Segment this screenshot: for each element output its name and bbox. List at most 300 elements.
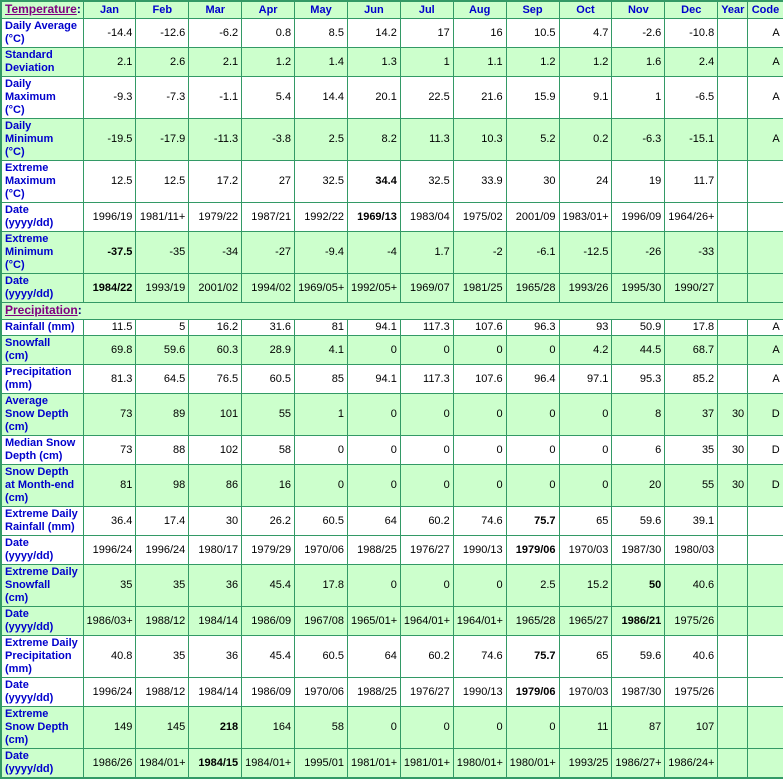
cell-date-extreme-maximum-feb: 1981/11+ bbox=[136, 203, 189, 232]
cell-median-snow-depth-code: D bbox=[748, 436, 783, 465]
table-row-date-extreme-minimum bbox=[1, 274, 783, 303]
cell-daily-maximum-may: 14.4 bbox=[295, 77, 348, 119]
cell-daily-maximum-dec: -6.5 bbox=[665, 77, 718, 119]
cell-precipitation-dec: 85.2 bbox=[665, 365, 718, 394]
cell-daily-minimum-dec: -15.1 bbox=[665, 119, 718, 161]
cell-date-extreme-daily-snowfall-dec: 1975/26 bbox=[665, 607, 718, 636]
cell-precipitation-aug: 107.6 bbox=[453, 365, 506, 394]
cell-extreme-daily-rainfall-may: 60.5 bbox=[295, 507, 348, 536]
cell-daily-maximum-year bbox=[718, 77, 748, 119]
row-label-snowfall bbox=[1, 336, 83, 365]
cell-daily-minimum-year bbox=[718, 119, 748, 161]
cell-date-extreme-snow-depth-jul: 1981/01+ bbox=[400, 749, 453, 779]
cell-extreme-snow-depth-year bbox=[718, 707, 748, 749]
cell-average-snow-depth-apr: 55 bbox=[242, 394, 295, 436]
row-label-date-extreme-daily-rainfall bbox=[1, 536, 83, 565]
table-row-date-extreme-daily-precipitation bbox=[1, 678, 783, 707]
row-label-extreme-daily-snowfall bbox=[1, 565, 83, 607]
cell-rainfall-year bbox=[718, 320, 748, 336]
month-header-jun: Jun bbox=[347, 1, 400, 19]
cell-average-snow-depth-nov: 8 bbox=[612, 394, 665, 436]
cell-date-extreme-daily-precipitation-code bbox=[748, 678, 783, 707]
cell-extreme-daily-rainfall-dec: 39.1 bbox=[665, 507, 718, 536]
cell-extreme-snow-depth-nov: 87 bbox=[612, 707, 665, 749]
cell-extreme-daily-rainfall-mar: 30 bbox=[189, 507, 242, 536]
cell-extreme-daily-precipitation-jun: 64 bbox=[347, 636, 400, 678]
table-row-daily-minimum bbox=[1, 119, 783, 161]
table-row-rainfall bbox=[1, 320, 783, 336]
cell-rainfall-oct: 93 bbox=[559, 320, 612, 336]
cell-average-snow-depth-feb: 89 bbox=[136, 394, 189, 436]
cell-date-extreme-snow-depth-jun: 1981/01+ bbox=[347, 749, 400, 779]
cell-average-snow-depth-jun: 0 bbox=[347, 394, 400, 436]
row-label-extreme-snow-depth bbox=[1, 707, 83, 749]
cell-average-snow-depth-code: D bbox=[748, 394, 783, 436]
table-row-precipitation-section bbox=[1, 303, 783, 320]
table-row-date-extreme-snow-depth bbox=[1, 749, 783, 779]
cell-date-extreme-daily-rainfall-year bbox=[718, 536, 748, 565]
row-label-line: (yyyy/dd) bbox=[5, 763, 54, 775]
cell-date-extreme-daily-snowfall-mar: 1984/14 bbox=[189, 607, 242, 636]
cell-precipitation-nov: 95.3 bbox=[612, 365, 665, 394]
cell-date-extreme-snow-depth-feb: 1984/01+ bbox=[136, 749, 189, 779]
cell-date-extreme-daily-snowfall-jun: 1965/01+ bbox=[347, 607, 400, 636]
cell-daily-minimum-feb: -17.9 bbox=[136, 119, 189, 161]
cell-average-snow-depth-jan: 73 bbox=[83, 394, 136, 436]
cell-daily-minimum-may: 2.5 bbox=[295, 119, 348, 161]
precipitation-link[interactable]: Precipitation bbox=[5, 303, 78, 317]
cell-daily-maximum-mar: -1.1 bbox=[189, 77, 242, 119]
cell-extreme-daily-snowfall-year bbox=[718, 565, 748, 607]
row-label-line: (°C) bbox=[5, 188, 25, 200]
cell-extreme-snow-depth-feb: 145 bbox=[136, 707, 189, 749]
cell-rainfall-mar: 16.2 bbox=[189, 320, 242, 336]
cell-extreme-maximum-may: 32.5 bbox=[295, 161, 348, 203]
cell-extreme-maximum-code bbox=[748, 161, 783, 203]
cell-snowfall-jun: 0 bbox=[347, 336, 400, 365]
cell-standard-deviation-mar: 2.1 bbox=[189, 48, 242, 77]
cell-standard-deviation-aug: 1.1 bbox=[453, 48, 506, 77]
cell-standard-deviation-nov: 1.6 bbox=[612, 48, 665, 77]
cell-extreme-daily-precipitation-apr: 45.4 bbox=[242, 636, 295, 678]
row-label-daily-minimum bbox=[1, 119, 83, 161]
cell-date-extreme-minimum-dec: 1990/27 bbox=[665, 274, 718, 303]
cell-date-extreme-maximum-mar: 1979/22 bbox=[189, 203, 242, 232]
row-label-date-extreme-daily-precipitation bbox=[1, 678, 83, 707]
cell-precipitation-sep: 96.4 bbox=[506, 365, 559, 394]
cell-standard-deviation-sep: 1.2 bbox=[506, 48, 559, 77]
cell-average-snow-depth-mar: 101 bbox=[189, 394, 242, 436]
cell-date-extreme-minimum-feb: 1993/19 bbox=[136, 274, 189, 303]
cell-average-snow-depth-aug: 0 bbox=[453, 394, 506, 436]
row-label-rainfall bbox=[1, 320, 83, 336]
cell-extreme-daily-rainfall-nov: 59.6 bbox=[612, 507, 665, 536]
cell-date-extreme-snow-depth-apr: 1984/01+ bbox=[242, 749, 295, 779]
cell-date-extreme-maximum-year bbox=[718, 203, 748, 232]
cell-daily-average-apr: 0.8 bbox=[242, 19, 295, 48]
cell-date-extreme-daily-precipitation-jul: 1976/27 bbox=[400, 678, 453, 707]
cell-date-extreme-daily-rainfall-dec: 1980/03 bbox=[665, 536, 718, 565]
cell-extreme-minimum-feb: -35 bbox=[136, 232, 189, 274]
cell-precipitation-may: 85 bbox=[295, 365, 348, 394]
row-label-line: Extreme Daily bbox=[5, 508, 78, 520]
cell-date-extreme-minimum-aug: 1981/25 bbox=[453, 274, 506, 303]
cell-daily-average-year bbox=[718, 19, 748, 48]
cell-date-extreme-daily-snowfall-sep: 1965/28 bbox=[506, 607, 559, 636]
row-label-line: (°C) bbox=[5, 146, 25, 158]
row-label-line: (yyyy/dd) bbox=[5, 550, 54, 562]
cell-date-extreme-daily-precipitation-year bbox=[718, 678, 748, 707]
cell-extreme-maximum-mar: 17.2 bbox=[189, 161, 242, 203]
cell-rainfall-aug: 107.6 bbox=[453, 320, 506, 336]
cell-extreme-maximum-oct: 24 bbox=[559, 161, 612, 203]
cell-extreme-minimum-sep: -6.1 bbox=[506, 232, 559, 274]
cell-daily-maximum-nov: 1 bbox=[612, 77, 665, 119]
table-row-extreme-maximum bbox=[1, 161, 783, 203]
cell-median-snow-depth-feb: 88 bbox=[136, 436, 189, 465]
row-label-line: (cm) bbox=[5, 421, 29, 433]
cell-daily-average-sep: 10.5 bbox=[506, 19, 559, 48]
cell-median-snow-depth-jun: 0 bbox=[347, 436, 400, 465]
cell-daily-minimum-apr: -3.8 bbox=[242, 119, 295, 161]
cell-date-extreme-maximum-apr: 1987/21 bbox=[242, 203, 295, 232]
row-label-line: Precipitation bbox=[5, 650, 72, 662]
row-label-standard-deviation bbox=[1, 48, 83, 77]
cell-date-extreme-daily-precipitation-may: 1970/06 bbox=[295, 678, 348, 707]
cell-snow-depth-month-end-jun: 0 bbox=[347, 465, 400, 507]
cell-extreme-minimum-year bbox=[718, 232, 748, 274]
cell-extreme-minimum-apr: -27 bbox=[242, 232, 295, 274]
cell-snowfall-nov: 44.5 bbox=[612, 336, 665, 365]
cell-rainfall-jul: 117.3 bbox=[400, 320, 453, 336]
cell-daily-average-feb: -12.6 bbox=[136, 19, 189, 48]
cell-extreme-snow-depth-mar: 218 bbox=[189, 707, 242, 749]
cell-date-extreme-daily-snowfall-code bbox=[748, 607, 783, 636]
cell-extreme-maximum-apr: 27 bbox=[242, 161, 295, 203]
row-label-extreme-maximum bbox=[1, 161, 83, 203]
cell-date-extreme-snow-depth-code bbox=[748, 749, 783, 779]
cell-date-extreme-minimum-oct: 1993/26 bbox=[559, 274, 612, 303]
cell-extreme-daily-precipitation-aug: 74.6 bbox=[453, 636, 506, 678]
cell-median-snow-depth-nov: 6 bbox=[612, 436, 665, 465]
cell-extreme-snow-depth-code bbox=[748, 707, 783, 749]
cell-snowfall-mar: 60.3 bbox=[189, 336, 242, 365]
cell-date-extreme-snow-depth-may: 1995/01 bbox=[295, 749, 348, 779]
cell-standard-deviation-year bbox=[718, 48, 748, 77]
cell-date-extreme-minimum-mar: 2001/02 bbox=[189, 274, 242, 303]
cell-date-extreme-daily-rainfall-feb: 1996/24 bbox=[136, 536, 189, 565]
row-label-line: Snow Depth bbox=[5, 466, 69, 478]
row-label-line: at Month-end bbox=[5, 479, 75, 491]
cell-extreme-daily-snowfall-jan: 35 bbox=[83, 565, 136, 607]
cell-standard-deviation-may: 1.4 bbox=[295, 48, 348, 77]
cell-rainfall-jan: 11.5 bbox=[83, 320, 136, 336]
cell-standard-deviation-apr: 1.2 bbox=[242, 48, 295, 77]
table-row-extreme-daily-precipitation bbox=[1, 636, 783, 678]
cell-extreme-daily-precipitation-nov: 59.6 bbox=[612, 636, 665, 678]
cell-rainfall-code: A bbox=[748, 320, 783, 336]
cell-rainfall-jun: 94.1 bbox=[347, 320, 400, 336]
cell-date-extreme-daily-precipitation-aug: 1990/13 bbox=[453, 678, 506, 707]
cell-date-extreme-maximum-dec: 1964/26+ bbox=[665, 203, 718, 232]
cell-date-extreme-snow-depth-jan: 1986/26 bbox=[83, 749, 136, 779]
cell-date-extreme-minimum-sep: 1965/28 bbox=[506, 274, 559, 303]
cell-date-extreme-snow-depth-aug: 1980/01+ bbox=[453, 749, 506, 779]
cell-date-extreme-snow-depth-nov: 1986/27+ bbox=[612, 749, 665, 779]
cell-date-extreme-daily-rainfall-jan: 1996/24 bbox=[83, 536, 136, 565]
cell-snow-depth-month-end-apr: 16 bbox=[242, 465, 295, 507]
table-row-average-snow-depth bbox=[1, 394, 783, 436]
cell-snow-depth-month-end-feb: 98 bbox=[136, 465, 189, 507]
cell-extreme-snow-depth-apr: 164 bbox=[242, 707, 295, 749]
cell-snowfall-code: A bbox=[748, 336, 783, 365]
cell-precipitation-code: A bbox=[748, 365, 783, 394]
cell-standard-deviation-jun: 1.3 bbox=[347, 48, 400, 77]
cell-daily-maximum-feb: -7.3 bbox=[136, 77, 189, 119]
cell-daily-average-jan: -14.4 bbox=[83, 19, 136, 48]
cell-snowfall-aug: 0 bbox=[453, 336, 506, 365]
cell-date-extreme-maximum-code bbox=[748, 203, 783, 232]
cell-standard-deviation-dec: 2.4 bbox=[665, 48, 718, 77]
row-label-line: Minimum bbox=[5, 133, 54, 145]
cell-date-extreme-snow-depth-oct: 1993/25 bbox=[559, 749, 612, 779]
cell-date-extreme-minimum-year bbox=[718, 274, 748, 303]
cell-date-extreme-minimum-nov: 1995/30 bbox=[612, 274, 665, 303]
cell-average-snow-depth-may: 1 bbox=[295, 394, 348, 436]
cell-extreme-maximum-jul: 32.5 bbox=[400, 161, 453, 203]
row-label-line: Snow Depth bbox=[5, 408, 69, 420]
cell-rainfall-may: 81 bbox=[295, 320, 348, 336]
cell-median-snow-depth-mar: 102 bbox=[189, 436, 242, 465]
row-label-date-extreme-daily-snowfall bbox=[1, 607, 83, 636]
cell-extreme-daily-precipitation-jul: 60.2 bbox=[400, 636, 453, 678]
cell-date-extreme-maximum-may: 1992/22 bbox=[295, 203, 348, 232]
cell-date-extreme-daily-precipitation-jun: 1988/25 bbox=[347, 678, 400, 707]
row-label-line: Deviation bbox=[5, 62, 55, 74]
cell-extreme-daily-snowfall-apr: 45.4 bbox=[242, 565, 295, 607]
cell-daily-minimum-mar: -11.3 bbox=[189, 119, 242, 161]
cell-date-extreme-daily-rainfall-jul: 1976/27 bbox=[400, 536, 453, 565]
table-row-median-snow-depth bbox=[1, 436, 783, 465]
cell-date-extreme-daily-precipitation-mar: 1984/14 bbox=[189, 678, 242, 707]
month-header-sep: Sep bbox=[506, 1, 559, 19]
cell-snow-depth-month-end-sep: 0 bbox=[506, 465, 559, 507]
cell-date-extreme-daily-rainfall-nov: 1987/30 bbox=[612, 536, 665, 565]
cell-extreme-maximum-aug: 33.9 bbox=[453, 161, 506, 203]
table-row-standard-deviation bbox=[1, 48, 783, 77]
cell-extreme-daily-precipitation-may: 60.5 bbox=[295, 636, 348, 678]
cell-date-extreme-daily-snowfall-nov: 1986/21 bbox=[612, 607, 665, 636]
cell-daily-average-may: 8.5 bbox=[295, 19, 348, 48]
cell-date-extreme-daily-precipitation-oct: 1970/03 bbox=[559, 678, 612, 707]
row-label-line: (°C) bbox=[5, 104, 25, 116]
cell-date-extreme-daily-precipitation-dec: 1975/26 bbox=[665, 678, 718, 707]
cell-standard-deviation-code: A bbox=[748, 48, 783, 77]
cell-daily-average-code: A bbox=[748, 19, 783, 48]
cell-date-extreme-minimum-apr: 1994/02 bbox=[242, 274, 295, 303]
cell-date-extreme-daily-precipitation-sep: 1979/06 bbox=[506, 678, 559, 707]
month-header-may: May bbox=[295, 1, 348, 19]
cell-date-extreme-minimum-jun: 1992/05+ bbox=[347, 274, 400, 303]
cell-extreme-daily-snowfall-sep: 2.5 bbox=[506, 565, 559, 607]
cell-date-extreme-daily-precipitation-jan: 1996/24 bbox=[83, 678, 136, 707]
cell-snowfall-apr: 28.9 bbox=[242, 336, 295, 365]
cell-date-extreme-daily-snowfall-apr: 1986/09 bbox=[242, 607, 295, 636]
cell-daily-maximum-jan: -9.3 bbox=[83, 77, 136, 119]
cell-date-extreme-daily-precipitation-feb: 1988/12 bbox=[136, 678, 189, 707]
cell-median-snow-depth-oct: 0 bbox=[559, 436, 612, 465]
cell-date-extreme-daily-precipitation-nov: 1987/30 bbox=[612, 678, 665, 707]
row-label-line: Date bbox=[5, 608, 29, 620]
row-label-line: Snowfall bbox=[5, 579, 51, 591]
cell-standard-deviation-oct: 1.2 bbox=[559, 48, 612, 77]
row-label-line: Average bbox=[5, 395, 49, 407]
cell-average-snow-depth-oct: 0 bbox=[559, 394, 612, 436]
cell-extreme-maximum-nov: 19 bbox=[612, 161, 665, 203]
cell-extreme-daily-snowfall-nov: 50 bbox=[612, 565, 665, 607]
row-label-line: (°C) bbox=[5, 33, 25, 45]
cell-extreme-daily-snowfall-may: 17.8 bbox=[295, 565, 348, 607]
cell-date-extreme-daily-snowfall-aug: 1964/01+ bbox=[453, 607, 506, 636]
table-row-daily-average bbox=[1, 19, 783, 48]
month-header-feb: Feb bbox=[136, 1, 189, 19]
cell-date-extreme-daily-rainfall-jun: 1988/25 bbox=[347, 536, 400, 565]
cell-extreme-snow-depth-jun: 0 bbox=[347, 707, 400, 749]
row-label-daily-maximum bbox=[1, 77, 83, 119]
row-label-snow-depth-month-end bbox=[1, 465, 83, 507]
table-row-date-extreme-daily-rainfall bbox=[1, 536, 783, 565]
cell-extreme-snow-depth-dec: 107 bbox=[665, 707, 718, 749]
row-label-line: Standard bbox=[5, 49, 53, 61]
cell-extreme-snow-depth-aug: 0 bbox=[453, 707, 506, 749]
row-label-line: (cm) bbox=[5, 350, 29, 362]
cell-date-extreme-daily-rainfall-may: 1970/06 bbox=[295, 536, 348, 565]
precipitation-colon: : bbox=[77, 303, 82, 317]
cell-standard-deviation-feb: 2.6 bbox=[136, 48, 189, 77]
year-header: Year bbox=[718, 1, 748, 19]
row-label-line: Extreme bbox=[5, 708, 49, 720]
cell-extreme-minimum-oct: -12.5 bbox=[559, 232, 612, 274]
cell-median-snow-depth-dec: 35 bbox=[665, 436, 718, 465]
table-row-extreme-daily-snowfall bbox=[1, 565, 783, 607]
cell-snowfall-may: 4.1 bbox=[295, 336, 348, 365]
cell-daily-minimum-oct: 0.2 bbox=[559, 119, 612, 161]
cell-extreme-daily-precipitation-code bbox=[748, 636, 783, 678]
cell-date-extreme-minimum-jan: 1984/22 bbox=[83, 274, 136, 303]
cell-extreme-daily-snowfall-oct: 15.2 bbox=[559, 565, 612, 607]
cell-snow-depth-month-end-aug: 0 bbox=[453, 465, 506, 507]
cell-date-extreme-minimum-code bbox=[748, 274, 783, 303]
cell-date-extreme-daily-snowfall-oct: 1965/27 bbox=[559, 607, 612, 636]
cell-daily-average-aug: 16 bbox=[453, 19, 506, 48]
cell-date-extreme-daily-rainfall-code bbox=[748, 536, 783, 565]
row-label-line: Extreme bbox=[5, 233, 49, 245]
row-label-line: (cm) bbox=[5, 734, 29, 746]
row-label-line: Daily bbox=[5, 120, 32, 132]
table-row-date-extreme-daily-snowfall bbox=[1, 607, 783, 636]
cell-extreme-snow-depth-sep: 0 bbox=[506, 707, 559, 749]
cell-extreme-daily-precipitation-feb: 35 bbox=[136, 636, 189, 678]
cell-extreme-daily-rainfall-aug: 74.6 bbox=[453, 507, 506, 536]
cell-daily-minimum-jun: 8.2 bbox=[347, 119, 400, 161]
row-label-line: Extreme bbox=[5, 162, 49, 174]
row-label-line: (°C) bbox=[5, 259, 25, 271]
cell-extreme-snow-depth-jan: 149 bbox=[83, 707, 136, 749]
row-label-line: (cm) bbox=[5, 492, 29, 504]
cell-extreme-daily-precipitation-sep: 75.7 bbox=[506, 636, 559, 678]
cell-rainfall-sep: 96.3 bbox=[506, 320, 559, 336]
cell-standard-deviation-jan: 2.1 bbox=[83, 48, 136, 77]
cell-date-extreme-maximum-jun: 1969/13 bbox=[347, 203, 400, 232]
row-label-line: Precipitation bbox=[5, 366, 72, 378]
cell-extreme-minimum-dec: -33 bbox=[665, 232, 718, 274]
row-label-line: Maximum bbox=[5, 91, 56, 103]
temperature-link[interactable]: Temperature bbox=[5, 2, 77, 16]
month-header-aug: Aug bbox=[453, 1, 506, 19]
row-label-line: (yyyy/dd) bbox=[5, 692, 54, 704]
cell-date-extreme-daily-snowfall-jul: 1964/01+ bbox=[400, 607, 453, 636]
cell-snow-depth-month-end-dec: 55 bbox=[665, 465, 718, 507]
cell-date-extreme-minimum-jul: 1969/07 bbox=[400, 274, 453, 303]
cell-extreme-daily-rainfall-oct: 65 bbox=[559, 507, 612, 536]
cell-precipitation-oct: 97.1 bbox=[559, 365, 612, 394]
cell-precipitation-apr: 60.5 bbox=[242, 365, 295, 394]
cell-date-extreme-daily-snowfall-jan: 1986/03+ bbox=[83, 607, 136, 636]
month-header-nov: Nov bbox=[612, 1, 665, 19]
cell-extreme-minimum-aug: -2 bbox=[453, 232, 506, 274]
row-label-extreme-daily-precipitation bbox=[1, 636, 83, 678]
cell-rainfall-apr: 31.6 bbox=[242, 320, 295, 336]
row-label-precipitation bbox=[1, 365, 83, 394]
cell-snow-depth-month-end-year: 30 bbox=[718, 465, 748, 507]
row-label-date-extreme-maximum bbox=[1, 203, 83, 232]
precipitation-section-header bbox=[1, 303, 783, 320]
cell-extreme-snow-depth-may: 58 bbox=[295, 707, 348, 749]
cell-extreme-minimum-nov: -26 bbox=[612, 232, 665, 274]
table-row-precipitation bbox=[1, 365, 783, 394]
row-label-date-extreme-snow-depth bbox=[1, 749, 83, 779]
month-header-jan: Jan bbox=[83, 1, 136, 19]
cell-extreme-daily-rainfall-sep: 75.7 bbox=[506, 507, 559, 536]
cell-date-extreme-snow-depth-dec: 1986/24+ bbox=[665, 749, 718, 779]
cell-snowfall-year bbox=[718, 336, 748, 365]
header-row bbox=[1, 1, 783, 19]
cell-daily-maximum-apr: 5.4 bbox=[242, 77, 295, 119]
cell-date-extreme-daily-rainfall-aug: 1990/13 bbox=[453, 536, 506, 565]
cell-date-extreme-daily-snowfall-feb: 1988/12 bbox=[136, 607, 189, 636]
cell-date-extreme-maximum-jul: 1983/04 bbox=[400, 203, 453, 232]
cell-median-snow-depth-year: 30 bbox=[718, 436, 748, 465]
cell-precipitation-jan: 81.3 bbox=[83, 365, 136, 394]
cell-extreme-daily-snowfall-dec: 40.6 bbox=[665, 565, 718, 607]
row-label-line: (yyyy/dd) bbox=[5, 217, 54, 229]
cell-extreme-daily-rainfall-jul: 60.2 bbox=[400, 507, 453, 536]
cell-daily-average-dec: -10.8 bbox=[665, 19, 718, 48]
row-label-average-snow-depth bbox=[1, 394, 83, 436]
cell-extreme-maximum-jan: 12.5 bbox=[83, 161, 136, 203]
code-header: Code bbox=[748, 1, 783, 19]
row-label-line: Minimum bbox=[5, 246, 54, 258]
cell-extreme-daily-snowfall-jul: 0 bbox=[400, 565, 453, 607]
cell-extreme-daily-snowfall-aug: 0 bbox=[453, 565, 506, 607]
cell-date-extreme-daily-rainfall-apr: 1979/29 bbox=[242, 536, 295, 565]
cell-average-snow-depth-dec: 37 bbox=[665, 394, 718, 436]
cell-snowfall-jul: 0 bbox=[400, 336, 453, 365]
cell-average-snow-depth-sep: 0 bbox=[506, 394, 559, 436]
cell-extreme-snow-depth-jul: 0 bbox=[400, 707, 453, 749]
cell-date-extreme-minimum-may: 1969/05+ bbox=[295, 274, 348, 303]
cell-precipitation-mar: 76.5 bbox=[189, 365, 242, 394]
